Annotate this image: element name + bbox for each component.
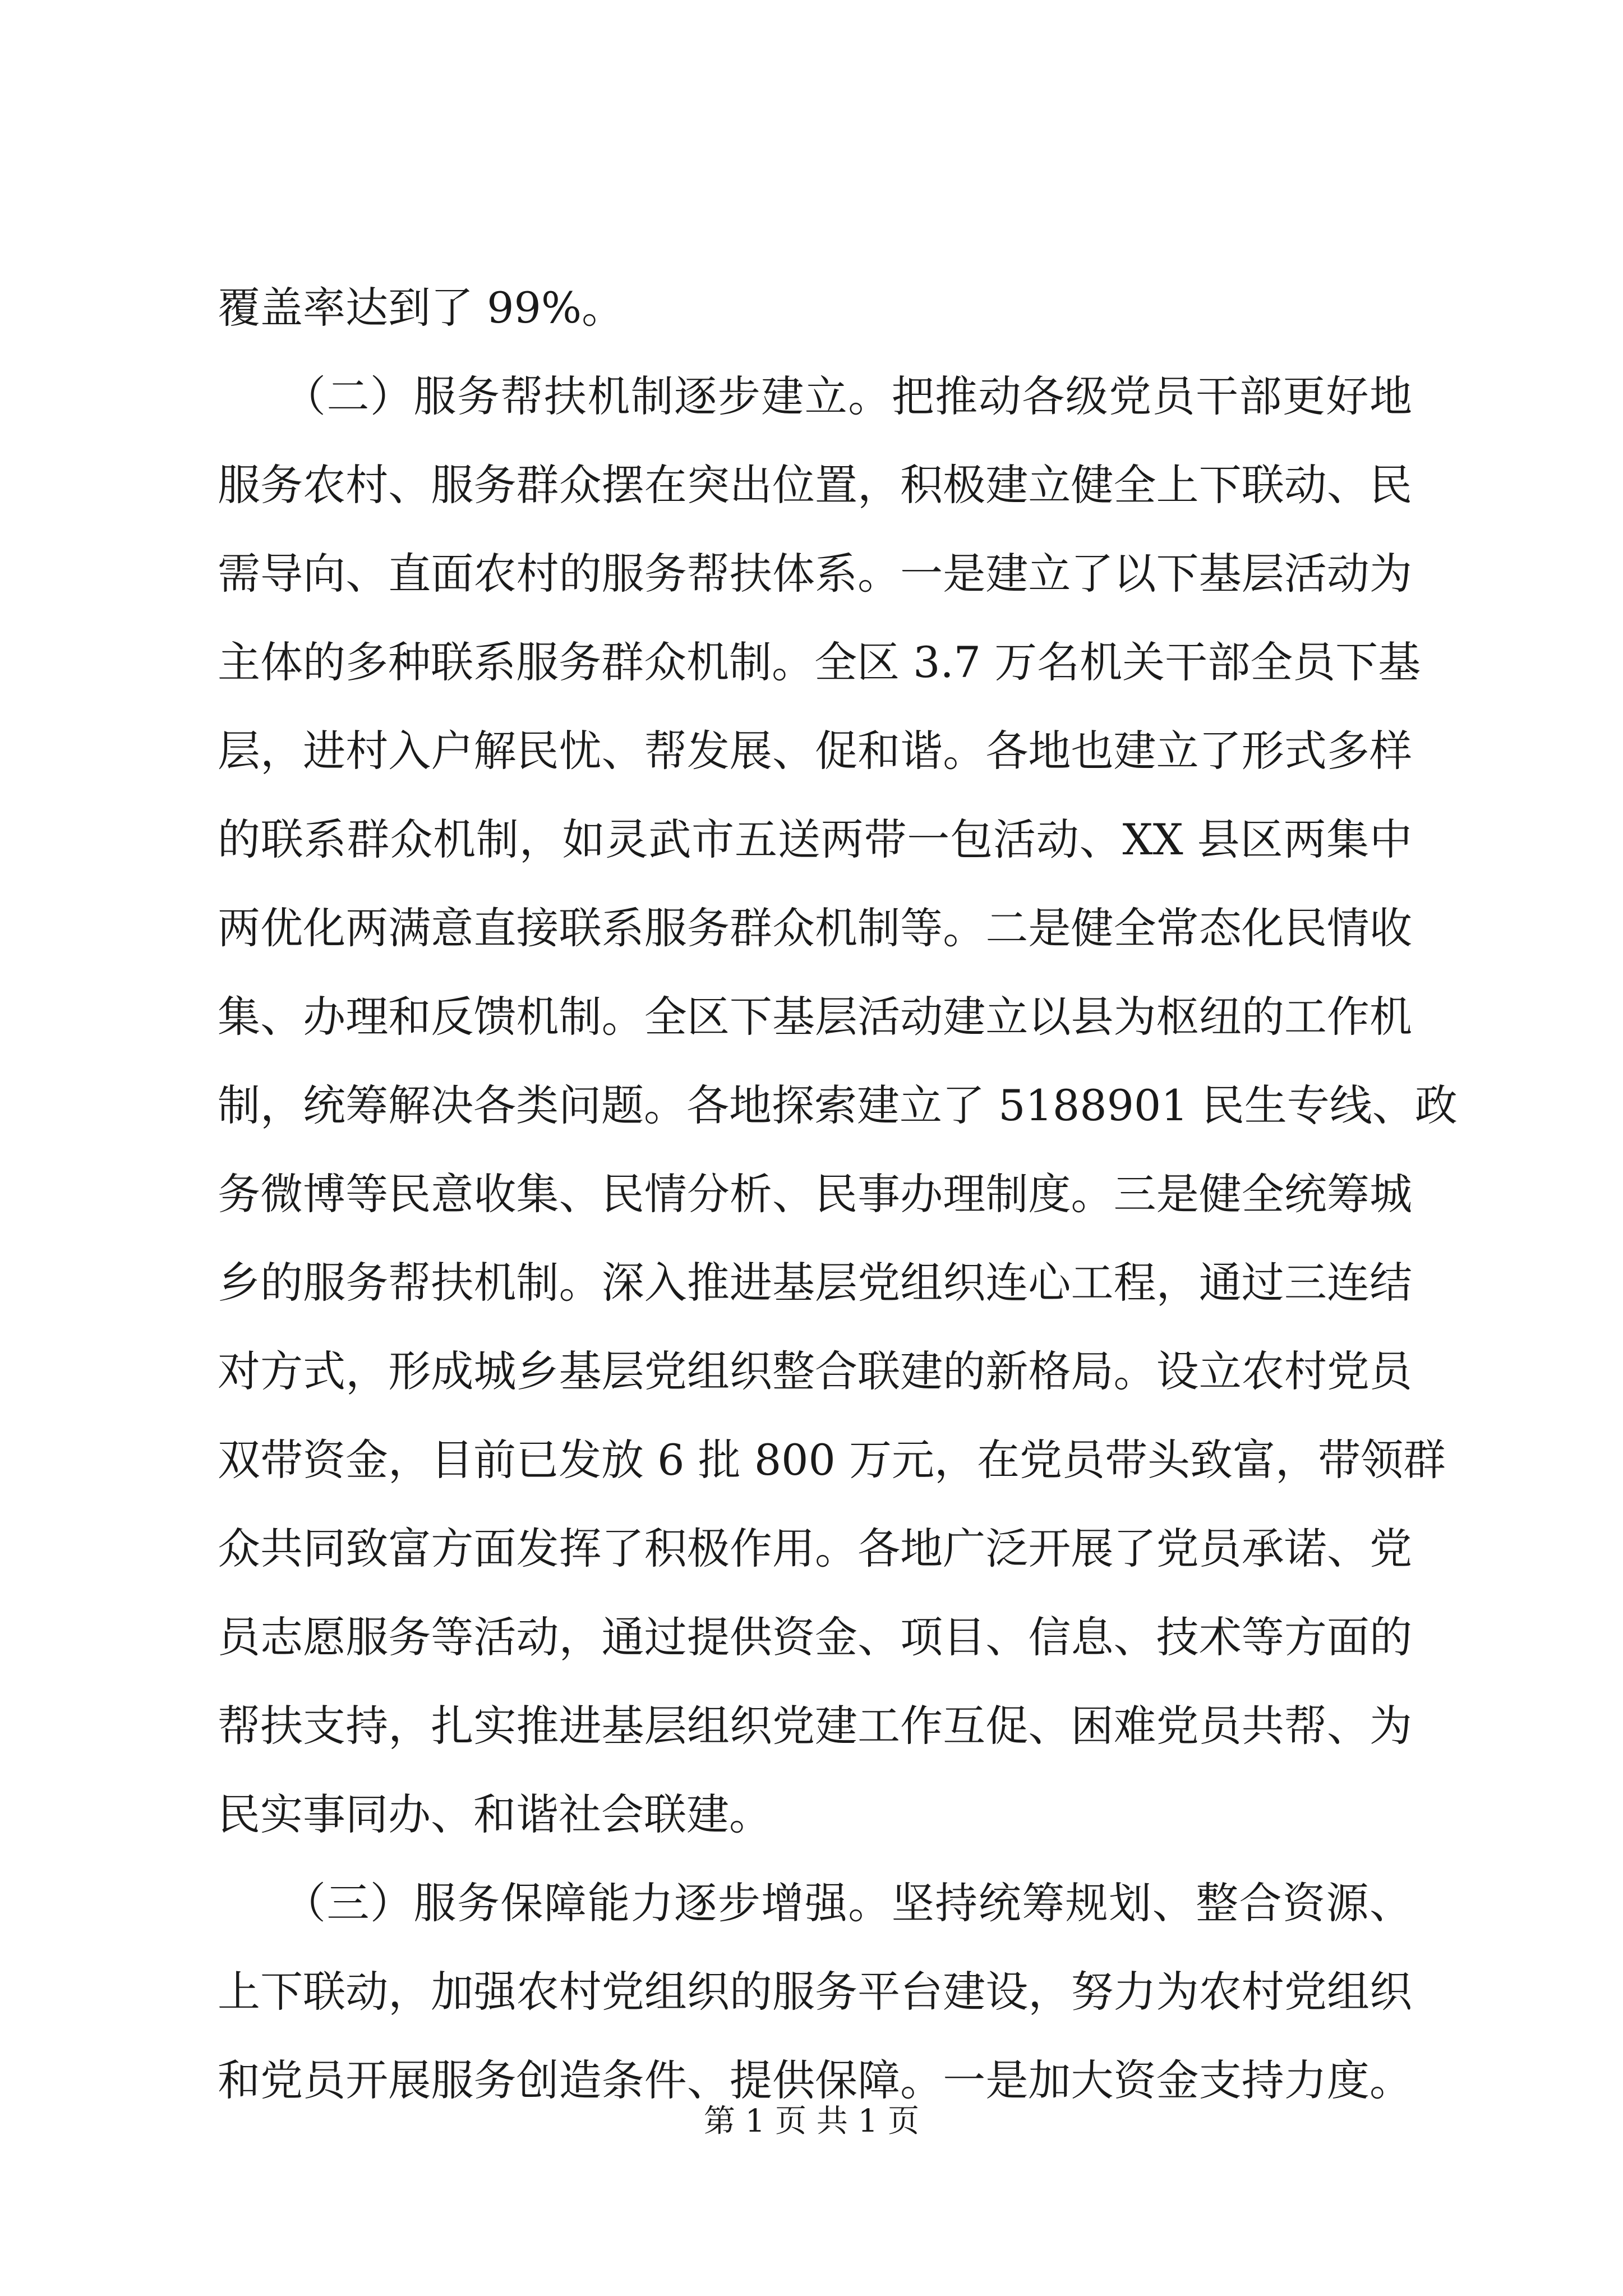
page-footer: 第 1 页 共 1 页 xyxy=(703,2103,920,2139)
text-line: 对方式，形成城乡基层党组织整合联建的新格局。设立农村党员 xyxy=(218,1346,1412,1396)
text-line: 服务农村、服务群众摆在突出位置，积极建立健全上下联动、民 xyxy=(218,460,1412,510)
text-line: 覆盖率达到了 99%。 xyxy=(218,283,625,333)
text-line: 乡的服务帮扶机制。深入推进基层党组织连心工程，通过三连结 xyxy=(218,1258,1412,1308)
text-line: 两优化两满意直接联系服务群众机制等。二是健全常态化民情收 xyxy=(218,903,1412,953)
text-line: 上下联动，加强农村党组织的服务平台建设，努力为农村党组织 xyxy=(218,1967,1412,2017)
text-line: 和党员开展服务创造条件、提供保障。一是加大资金支持力度。 xyxy=(218,2055,1412,2105)
text-line: 集、办理和反馈机制。全区下基层活动建立以县为枢纽的工作机 xyxy=(218,992,1412,1042)
text-line: 帮扶支持，扎实推进基层组织党建工作互促、困难党员共帮、为 xyxy=(218,1701,1412,1751)
text-line: 的联系群众机制，如灵武市五送两带一包活动、XX 县区两集中 xyxy=(218,815,1412,864)
text-line: 主体的多种联系服务群众机制。全区 3.7 万名机关干部全员下基 xyxy=(218,637,1421,687)
text-line: 制，统筹解决各类问题。各地探索建立了 5188901 民生专线、政 xyxy=(218,1080,1458,1130)
text-line: 众共同致富方面发挥了积极作用。各地广泛开展了党员承诺、党 xyxy=(218,1524,1412,1573)
text-line: 双带资金，目前已发放 6 批 800 万元，在党员带头致富，带领群 xyxy=(218,1435,1446,1485)
text-line: （三）服务保障能力逐步增强。坚持统筹规划、整合资源、 xyxy=(218,1878,1412,1928)
text-line: 民实事同办、和谐社会联建。 xyxy=(218,1789,772,1839)
text-line: 员志愿服务等活动，通过提供资金、项目、信息、技术等方面的 xyxy=(218,1612,1412,1662)
text-line: 需导向、直面农村的服务帮扶体系。一是建立了以下基层活动为 xyxy=(218,549,1412,599)
body-text xyxy=(218,264,1458,2125)
text-line: 务微博等民意收集、民情分析、民事办理制度。三是健全统筹城 xyxy=(218,1169,1412,1219)
text-line: （二）服务帮扶机制逐步建立。把推动各级党员干部更好地 xyxy=(218,371,1412,421)
text-line: 层，进村入户解民忧、帮发展、促和谐。各地也建立了形式多样 xyxy=(218,726,1412,776)
